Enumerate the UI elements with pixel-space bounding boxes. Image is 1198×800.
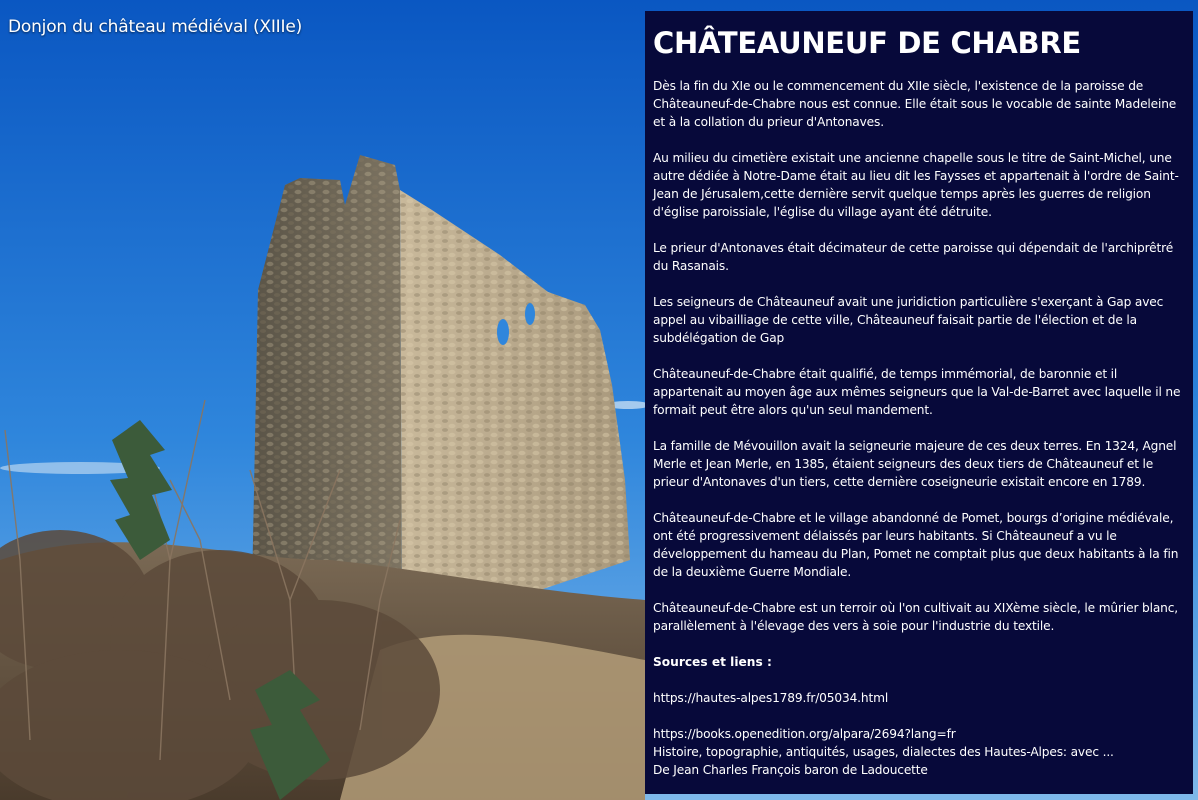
history-paragraph: Le prieur d'Antonaves était décimateur de cette paroisse qui dépendait de l'archiprêtré du Rasanais. <box>653 241 1174 273</box>
history-paragraph: Au milieu du cimetière existait une ancienne chapelle sous le titre de Saint-Michel, une autre dédiée à Notre-Dame était au lieu dit les Faysses et appartenait à l'ordre de Saint-Jean de Jérusalem,cette dernière servit quelque temps après les guerres de religion d'église paroissiale, l'église du village ayant été détruite. <box>653 151 1179 219</box>
book-author: De Jean Charles François baron de Ladoucette <box>653 763 928 777</box>
sources-heading: Sources et liens : <box>653 655 772 669</box>
panel-title: CHÂTEAUNEUF DE CHABRE <box>653 26 1081 60</box>
history-paragraph: Châteauneuf-de-Chabre est un terroir où l'on cultivait au XIXème siècle, le mûrier blanc, parallèlement à l'élevage des vers à soie pour l'industrie du textile. <box>653 601 1179 633</box>
source-link: https://hautes-alpes1789.fr/05034.html <box>653 691 889 705</box>
history-paragraph: Les seigneurs de Châteauneuf avait une juridiction particulière s'exerçant à Gap avec appel au vibailliage de cette ville, Châteauneuf faisait partie de l'élection et de la subdélégation de Gap <box>653 295 1164 345</box>
book-title: Histoire, topographie, antiquités, usages, dialectes des Hautes-Alpes: avec ... <box>653 745 1114 759</box>
wall-opening <box>497 319 509 345</box>
source-link: https://books.openedition.org/alpara/2694?lang=fr <box>653 727 956 741</box>
photo-caption: Donjon du château médiéval (XIIIe) <box>8 17 303 37</box>
history-paragraph: Châteauneuf-de-Chabre et le village abandonné de Pomet, bourgs d’origine médiévale, ont été progressivement délaissés par leurs habitants. Si Châteauneuf a vu le développement du hameau du Plan, Pomet ne comptait plus que deux habitants à la fin de la deuxième Guerre Mondiale. <box>653 511 1179 579</box>
history-paragraph: Dès la fin du XIe ou le commencement du XIIe siècle, l'existence de la paroisse de Châteauneuf-de-Chabre nous est connue. Elle était sous le vocable de sainte Madeleine et à la collation du prieur d'Antonaves. <box>653 79 1177 129</box>
history-paragraph: La famille de Mévouillon avait la seigneurie majeure de ces deux terres. En 1324, Agnel Merle et Jean Merle, en 1385, étaient seigneurs des deux tiers de Châteauneuf et le prieur d'Antonaves d'un tiers, cette dernière coseigneurie existait encore en 1789. <box>653 439 1177 489</box>
history-paragraph: Châteauneuf-de-Chabre était qualifié, de temps immémorial, de baronnie et il appartenait au moyen âge aux mêmes seigneurs que la Val-de-Barret avec laquelle il ne formait peut être alors qu'un seul mandement. <box>653 367 1181 417</box>
wall-opening <box>525 303 535 325</box>
history-panel <box>645 11 1193 794</box>
